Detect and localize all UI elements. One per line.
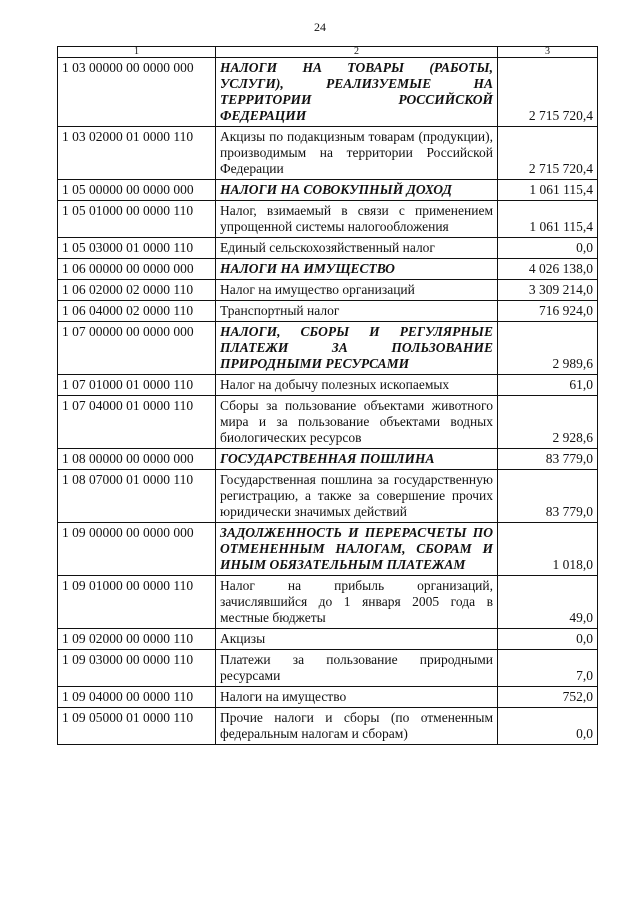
table-row	[58, 629, 598, 650]
table-row	[58, 396, 598, 449]
revenue-amount: 716 924,0	[498, 301, 598, 322]
revenue-code: 1 07 04000 01 0000 110	[58, 396, 216, 449]
table-row	[58, 301, 598, 322]
revenue-code: 1 06 02000 02 0000 110	[58, 280, 216, 301]
revenue-amount: 83 779,0	[498, 449, 598, 470]
revenue-name: Акцизы	[216, 629, 498, 650]
revenue-amount: 7,0	[498, 650, 598, 687]
table-row	[58, 650, 598, 687]
revenue-amount: 2 715 720,4	[498, 127, 598, 180]
revenue-amount: 3 309 214,0	[498, 280, 598, 301]
revenue-amount: 0,0	[498, 629, 598, 650]
revenue-code: 1 05 03000 01 0000 110	[58, 238, 216, 259]
revenue-code: 1 09 04000 00 0000 110	[58, 687, 216, 708]
revenue-amount: 2 715 720,4	[498, 58, 598, 127]
revenue-code: 1 07 01000 01 0000 110	[58, 375, 216, 396]
revenue-code: 1 09 01000 00 0000 110	[58, 576, 216, 629]
revenue-name: Налог на прибыль организаций, зачислявшийся до 1 января 2005 года в местные бюджеты	[216, 576, 498, 629]
section-title: НАЛОГИ, СБОРЫ И РЕГУЛЯРНЫЕ ПЛАТЕЖИ ЗА ПОЛЬЗОВАНИЕ ПРИРОДНЫМИ РЕСУРСАМИ	[216, 322, 498, 375]
revenue-code: 1 07 00000 00 0000 000	[58, 322, 216, 375]
revenue-name: Налог на добычу полезных ископаемых	[216, 375, 498, 396]
table-row	[58, 280, 598, 301]
revenue-amount: 1 061 115,4	[498, 180, 598, 201]
section-row	[58, 449, 598, 470]
revenue-code: 1 09 02000 00 0000 110	[58, 629, 216, 650]
revenue-name: Транспортный налог	[216, 301, 498, 322]
revenue-amount: 2 989,6	[498, 322, 598, 375]
revenue-name: Платежи за пользование природными ресурсами	[216, 650, 498, 687]
revenue-amount: 1 061 115,4	[498, 201, 598, 238]
revenue-code: 1 09 00000 00 0000 000	[58, 523, 216, 576]
revenue-name: Акцизы по подакцизным товарам (продукции), производимым на территории Российской Федерации	[216, 127, 498, 180]
revenue-code: 1 06 00000 00 0000 000	[58, 259, 216, 280]
revenue-amount: 0,0	[498, 238, 598, 259]
section-row	[58, 58, 598, 127]
table-row	[58, 375, 598, 396]
revenue-code: 1 03 02000 01 0000 110	[58, 127, 216, 180]
section-row	[58, 180, 598, 201]
revenue-amount: 752,0	[498, 687, 598, 708]
revenue-name: Прочие налоги и сборы (по отмененным федеральным налогам и сборам)	[216, 708, 498, 745]
table-row	[58, 127, 598, 180]
revenue-amount: 83 779,0	[498, 470, 598, 523]
section-title: НАЛОГИ НА СОВОКУПНЫЙ ДОХОД	[216, 180, 498, 201]
table-row	[58, 576, 598, 629]
revenue-code: 1 05 01000 00 0000 110	[58, 201, 216, 238]
section-row	[58, 322, 598, 375]
table-row	[58, 708, 598, 745]
section-title: НАЛОГИ НА ТОВАРЫ (РАБОТЫ, УСЛУГИ), РЕАЛИЗУЕМЫЕ НА ТЕРРИТОРИИ РОССИЙСКОЙ ФЕДЕРАЦИИ	[216, 58, 498, 127]
revenue-amount: 61,0	[498, 375, 598, 396]
table-row	[58, 470, 598, 523]
revenue-name: Налоги на имущество	[216, 687, 498, 708]
revenue-name: Сборы за пользование объектами животного мира и за пользование объектами водных биологических ресурсов	[216, 396, 498, 449]
column-header-amount: 3	[498, 47, 598, 58]
table-row	[58, 238, 598, 259]
column-header-code: 1	[58, 47, 216, 58]
column-header-name: 2	[216, 47, 498, 58]
revenue-amount: 4 026 138,0	[498, 259, 598, 280]
revenue-code: 1 05 00000 00 0000 000	[58, 180, 216, 201]
table-row	[58, 687, 598, 708]
budget-revenue-table	[57, 46, 598, 745]
revenue-code: 1 06 04000 02 0000 110	[58, 301, 216, 322]
revenue-code: 1 03 00000 00 0000 000	[58, 58, 216, 127]
table-header-row	[58, 47, 598, 58]
revenue-code: 1 08 00000 00 0000 000	[58, 449, 216, 470]
revenue-amount: 0,0	[498, 708, 598, 745]
table-row	[58, 201, 598, 238]
revenue-amount: 2 928,6	[498, 396, 598, 449]
revenue-code: 1 08 07000 01 0000 110	[58, 470, 216, 523]
revenue-amount: 1 018,0	[498, 523, 598, 576]
revenue-name: Налог на имущество организаций	[216, 280, 498, 301]
section-title: ЗАДОЛЖЕННОСТЬ И ПЕРЕРАСЧЕТЫ ПО ОТМЕНЕННЫМ НАЛОГАМ, СБОРАМ И ИНЫМ ОБЯЗАТЕЛЬНЫМ ПЛАТЕЖАМ	[216, 523, 498, 576]
revenue-name: Налог, взимаемый в связи с применением упрощенной системы налогообложения	[216, 201, 498, 238]
section-title: ГОСУДАРСТВЕННАЯ ПОШЛИНА	[216, 449, 498, 470]
page-number: 24	[314, 20, 326, 34]
revenue-name: Единый сельскохозяйственный налог	[216, 238, 498, 259]
section-row	[58, 523, 598, 576]
revenue-code: 1 09 05000 01 0000 110	[58, 708, 216, 745]
revenue-name: Государственная пошлина за государственную регистрацию, а также за совершение прочих юридически значимых действий	[216, 470, 498, 523]
revenue-code: 1 09 03000 00 0000 110	[58, 650, 216, 687]
section-title: НАЛОГИ НА ИМУЩЕСТВО	[216, 259, 498, 280]
revenue-amount: 49,0	[498, 576, 598, 629]
section-row	[58, 259, 598, 280]
